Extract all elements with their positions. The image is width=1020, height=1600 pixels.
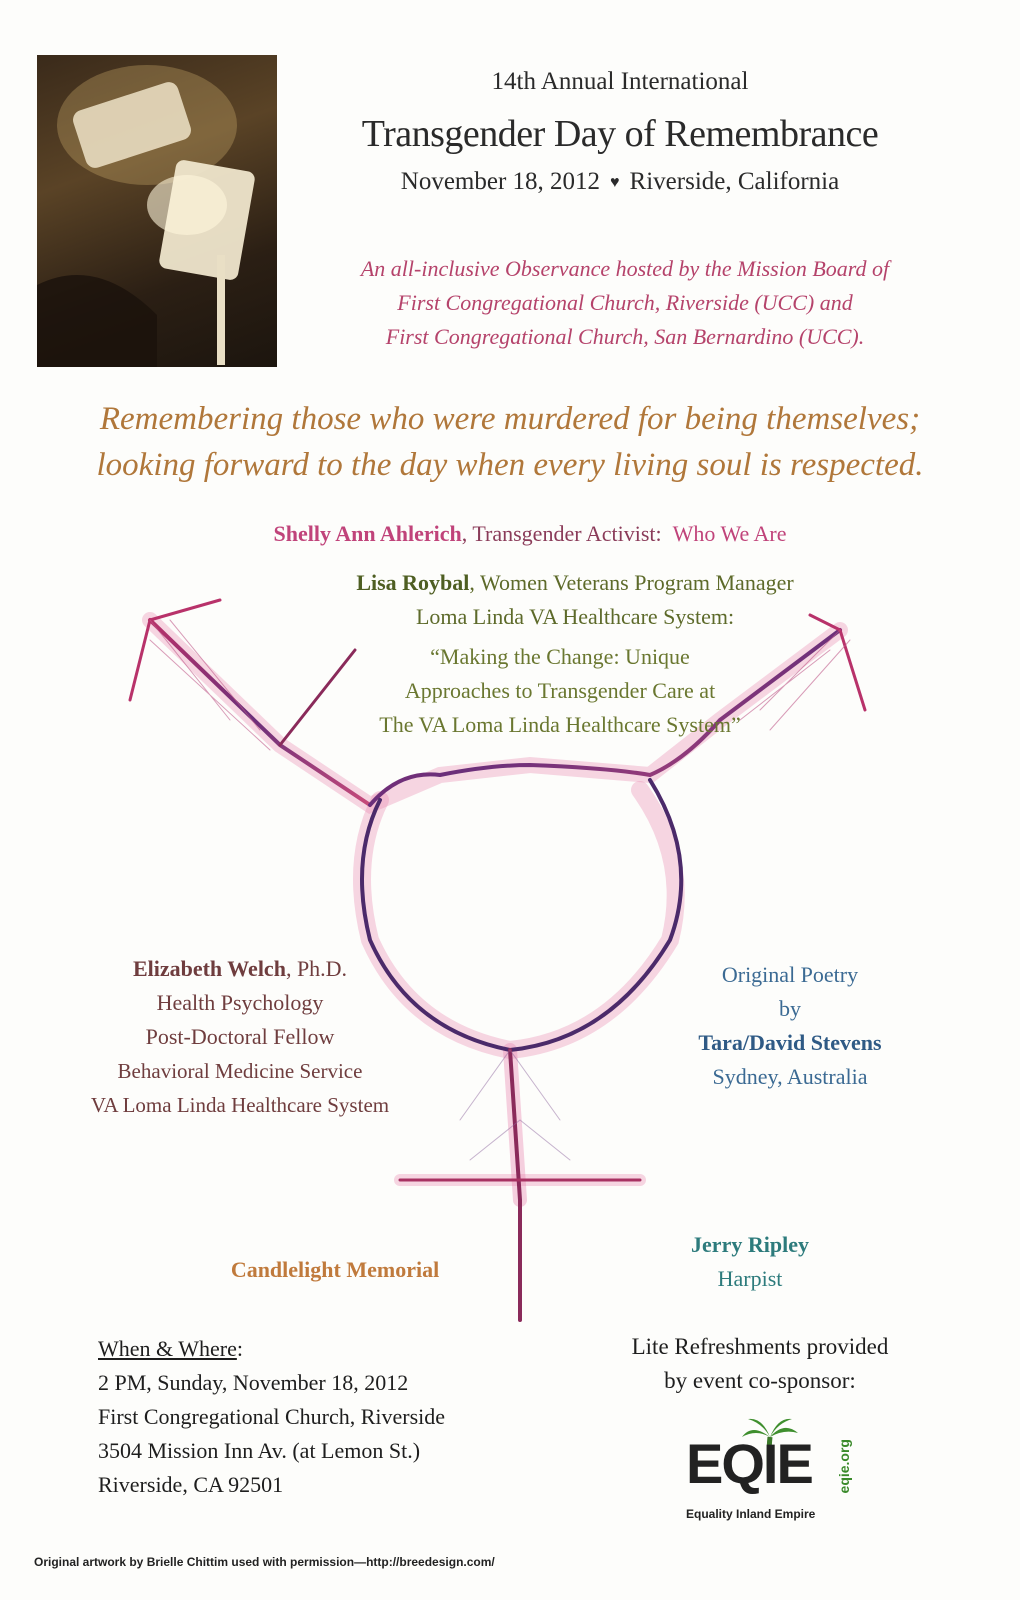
event-date-location — [300, 168, 940, 196]
event-location: Riverside, California — [629, 168, 840, 195]
artwork-credit: Original artwork by Brielle Chittim used with permission—http://breedesign.com/ — [34, 1555, 495, 1569]
speaker-line: Behavioral Medicine Service — [117, 1059, 363, 1083]
poet-place: Sydney, Australia — [712, 1064, 868, 1089]
quote-line: The VA Loma Linda Healthcare System” — [379, 712, 741, 737]
quote-line: “Making the Change: Unique — [430, 644, 690, 669]
harpist — [650, 1228, 850, 1296]
heart-icon: ♥ — [610, 174, 620, 191]
candle-vigil-photo — [37, 55, 277, 367]
logo-letters: EQIE — [686, 1432, 812, 1495]
poetry-line: Original Poetry — [721, 962, 859, 987]
event-edition: 14th Annual International — [491, 68, 749, 95]
when-where-line: Riverside, CA 92501 — [98, 1472, 284, 1497]
when-where-line: 2 PM, Sunday, November 18, 2012 — [98, 1370, 409, 1395]
when-where-line: First Congregational Church, Riverside — [98, 1404, 446, 1429]
refreshments-line: Lite Refreshments provided — [631, 1334, 889, 1359]
quote-line: Approaches to Transgender Care at — [404, 678, 716, 703]
speaker-topic: Who We Are — [672, 521, 787, 546]
harpist-name: Jerry Ripley — [691, 1232, 809, 1257]
speaker-line: Post-Doctoral Fellow — [145, 1024, 335, 1049]
speaker-shelly — [150, 521, 910, 547]
harpist-role: Harpist — [717, 1266, 783, 1291]
candlelight-memorial: Candlelight Memorial — [230, 1257, 440, 1282]
speaker-line: VA Loma Linda Healthcare System — [90, 1093, 390, 1117]
tagline-line: Remembering those who were murdered for being themselves; — [99, 401, 921, 437]
eqie-logo — [680, 1415, 870, 1535]
when-where-title: When & Where — [98, 1336, 237, 1361]
speaker-lisa — [250, 566, 900, 634]
when-where-line: 3504 Mission Inn Av. (at Lemon St.) — [98, 1438, 421, 1463]
when-where-colon: : — [236, 1336, 243, 1361]
when-and-where — [98, 1332, 578, 1502]
poetry-reading — [660, 958, 920, 1094]
speaker-degree: , Ph.D. — [285, 956, 348, 981]
remembrance-tagline — [20, 396, 1000, 488]
poetry-line: by — [779, 996, 801, 1021]
host-line: First Congregational Church, San Bernardino (UCC). — [385, 324, 865, 349]
refreshments-note — [590, 1330, 930, 1398]
tagline-line: looking forward to the day when every living soul is respected. — [96, 447, 924, 483]
host-description — [295, 252, 955, 354]
poet-name: Tara/David Stevens — [698, 1030, 882, 1055]
logo-url: eqie.org — [836, 1439, 852, 1494]
event-date: November 18, 2012 — [400, 168, 601, 195]
speaker-name: Shelly Ann Ahlerich — [273, 521, 462, 546]
speaker-name: Elizabeth Welch — [132, 956, 286, 981]
speaker-org: Loma Linda VA Healthcare System: — [415, 604, 735, 629]
refreshments-line: by event co-sponsor: — [664, 1368, 856, 1393]
speaker-role: , Transgender Activist: — [461, 521, 662, 546]
speaker-elizabeth — [60, 952, 420, 1122]
host-line: First Congregational Church, Riverside (UCC) and — [397, 290, 853, 315]
candle-photo-art — [37, 55, 277, 367]
host-line: An all-inclusive Observance hosted by the Mission Board of — [360, 256, 890, 281]
event-title: Transgender Day of Remembrance — [361, 113, 879, 155]
lisa-talk-title — [300, 640, 820, 742]
speaker-name: Lisa Roybal — [356, 570, 470, 595]
logo-tagline: Equality Inland Empire — [686, 1507, 816, 1521]
speaker-role: , Women Veterans Program Manager — [469, 570, 794, 595]
speaker-line: Health Psychology — [156, 990, 324, 1015]
